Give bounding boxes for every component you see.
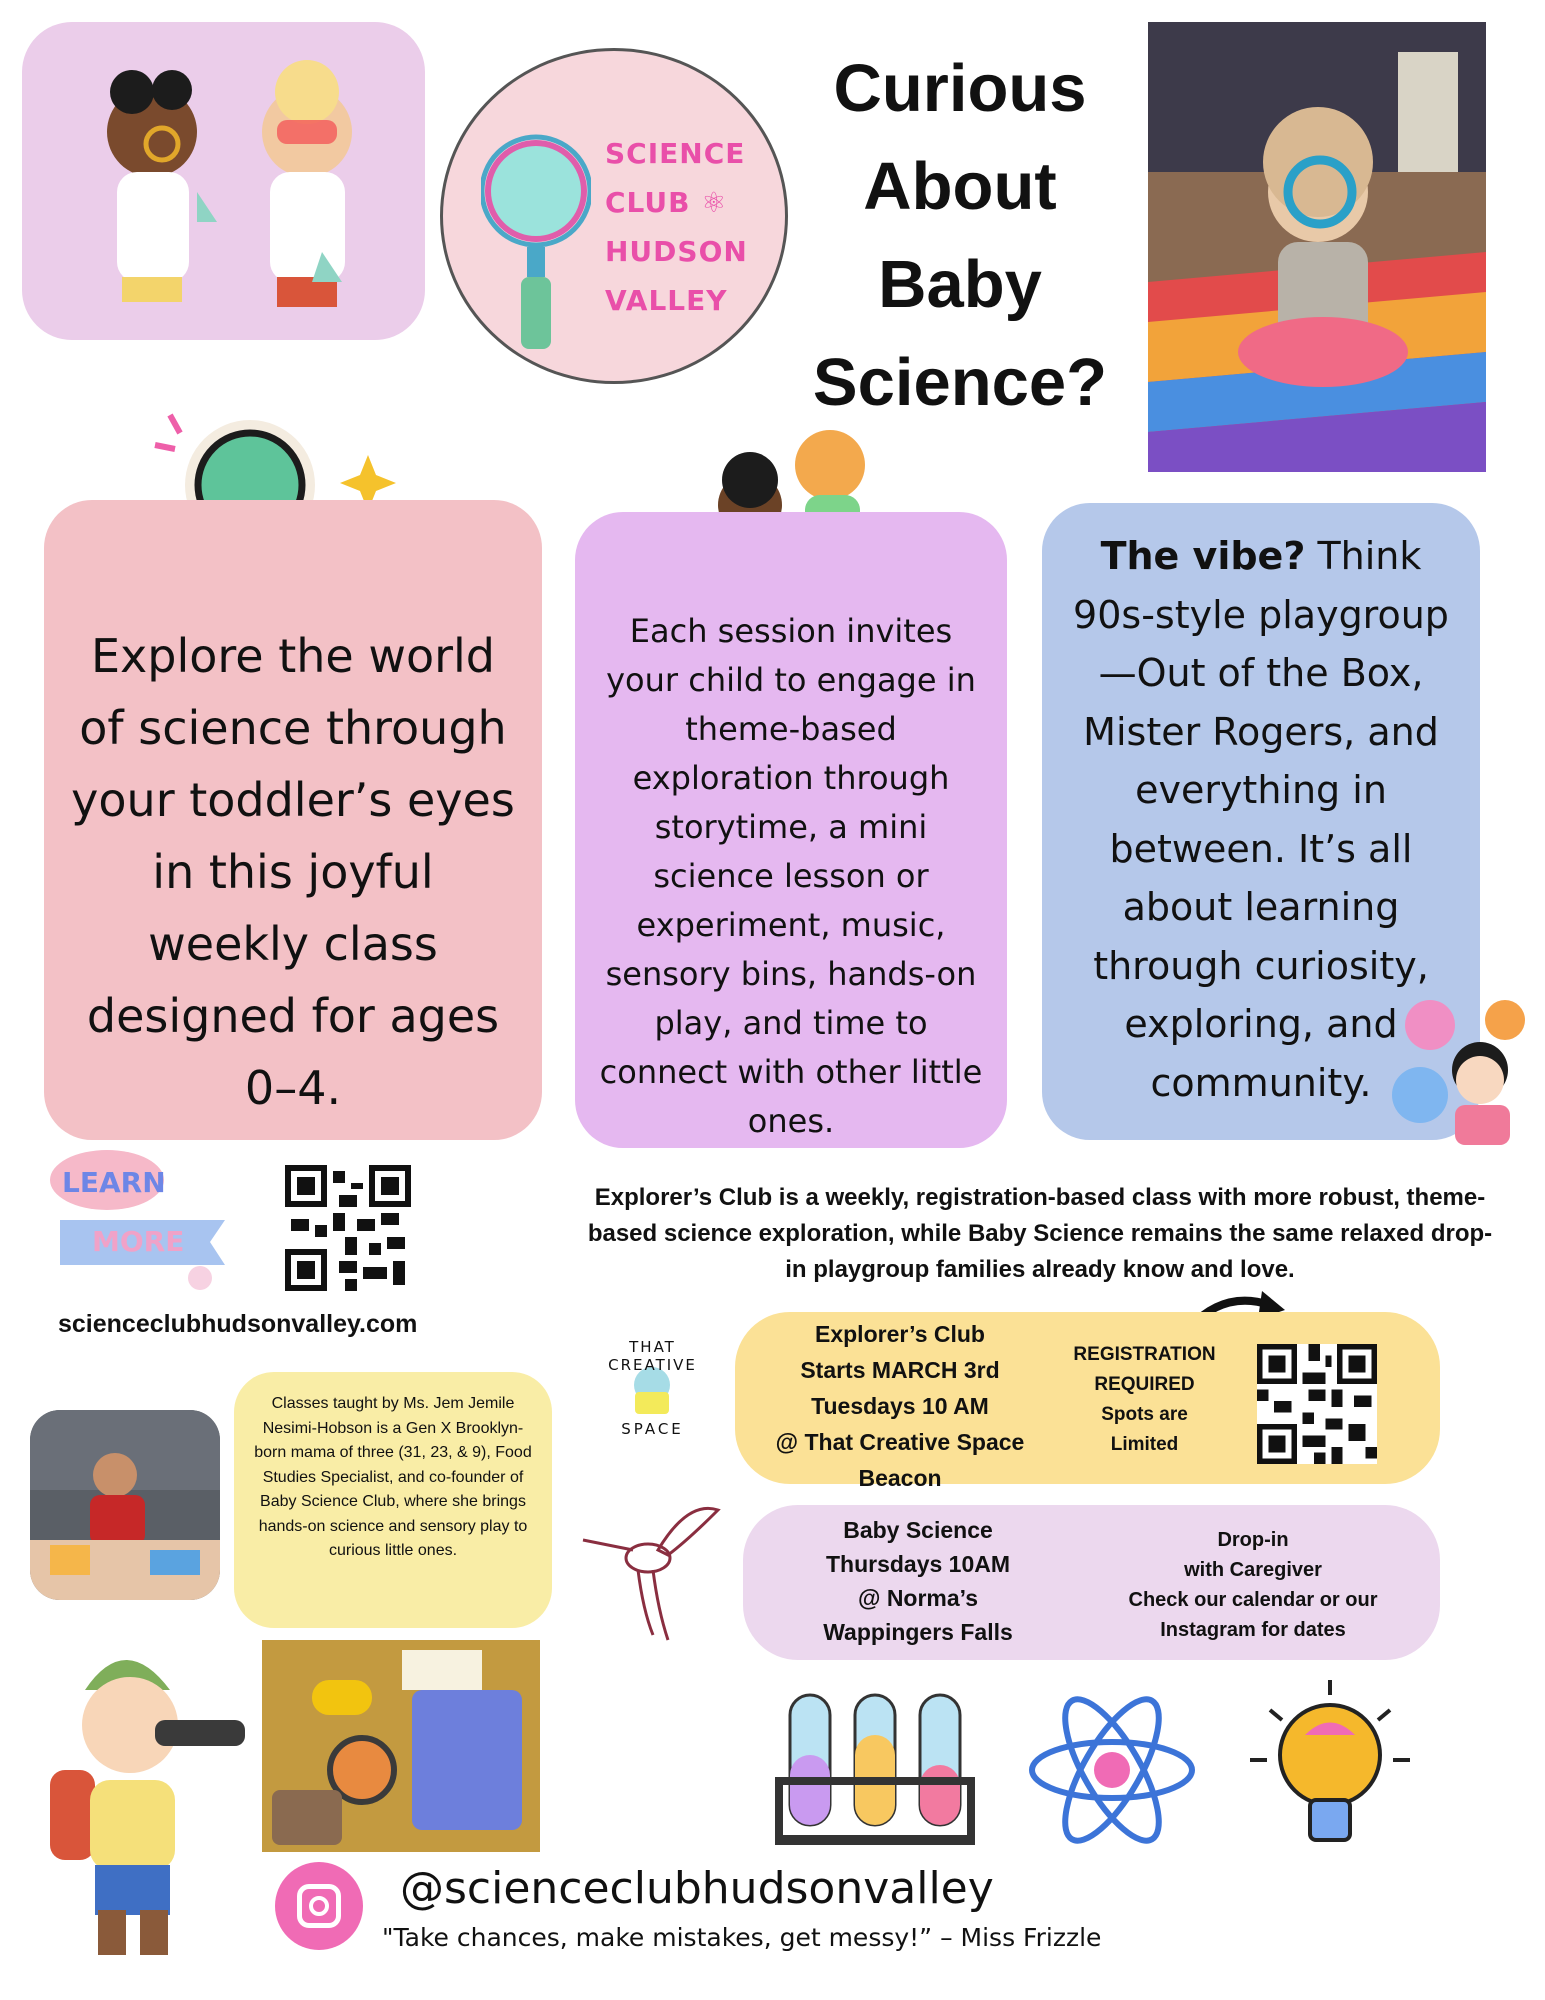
explore-card xyxy=(44,500,542,1140)
that-creative-space-logo xyxy=(585,1320,720,1455)
drop-in-line-1: Drop-in xyxy=(1217,1529,1289,1551)
atom-icon: ⚛ xyxy=(701,186,728,219)
title-line-2: About xyxy=(863,149,1057,224)
explorers-location: @ That Creative Space xyxy=(775,1429,1025,1455)
website-qr-code[interactable] xyxy=(285,1165,411,1291)
explorers-title: Explorer’s Club xyxy=(815,1321,985,1347)
registration-qr-code[interactable] xyxy=(1257,1344,1377,1464)
logo-line-1: SCIENCE xyxy=(605,137,746,170)
logo-line-4: VALLEY xyxy=(605,284,728,317)
session-text: Each session invites your child to engage in theme-based exploration through storytime, a mini science lesson or experiment, music, sensory bins, hands-on play, and time to connect with other little ones. xyxy=(599,612,983,1140)
logo-line-2: CLUB xyxy=(605,186,691,219)
title-line-1: Curious xyxy=(833,51,1087,126)
teacher-photo xyxy=(30,1410,220,1600)
science-club-logo xyxy=(440,48,788,384)
learn-label: LEARN xyxy=(62,1166,166,1199)
explorers-day: Tuesdays 10 AM xyxy=(811,1393,989,1419)
vibe-heading: The vibe? xyxy=(1100,534,1306,578)
kids-illustration-card xyxy=(22,22,425,340)
more-label: MORE xyxy=(92,1225,185,1258)
atom-icon xyxy=(1022,1690,1202,1850)
drop-in-line-2: with Caregiver xyxy=(1184,1559,1322,1581)
lightbulb-icon xyxy=(1245,1670,1415,1870)
registration-line-2: REQUIRED xyxy=(1094,1374,1195,1395)
title-line-4: Science? xyxy=(812,345,1108,420)
website-url[interactable]: scienceclubhudsonvalley.com xyxy=(58,1310,418,1338)
sensory-bin-photo xyxy=(262,1640,540,1852)
child-with-magnifier-photo xyxy=(1148,22,1486,472)
registration-line-4: Limited xyxy=(1110,1434,1179,1455)
bio-card xyxy=(234,1372,552,1628)
explorers-club-box xyxy=(735,1312,1440,1491)
hiker-kid-illustration xyxy=(40,1630,250,1960)
hummingbird-icon xyxy=(578,1500,723,1645)
baby-science-location: @ Norma’s xyxy=(858,1585,978,1611)
explorers-start: Starts MARCH 3rd xyxy=(800,1357,1000,1383)
registration-line-1: REGISTRATION xyxy=(1073,1344,1216,1365)
baby-science-title: Baby Science xyxy=(843,1517,993,1543)
session-card xyxy=(575,512,1007,1148)
registration-line-3: Spots are xyxy=(1101,1404,1188,1425)
baby-science-city: Wappingers Falls xyxy=(823,1619,1013,1645)
frizzle-quote: "Take chances, make mistakes, get messy!” – Miss Frizzle xyxy=(382,1923,1102,1952)
instagram-icon[interactable] xyxy=(275,1862,363,1950)
title-line-3: Baby xyxy=(878,247,1042,322)
explorers-city: Beacon xyxy=(858,1465,942,1491)
magnifier-icon xyxy=(481,131,591,371)
drop-in-line-3: Check our calendar or our xyxy=(1128,1589,1378,1611)
baby-science-box xyxy=(743,1505,1440,1660)
baby-science-day: Thursdays 10AM xyxy=(825,1551,1011,1577)
explore-text: Explore the world of science through your toddler’s eyes in this joyful weekly class designed for ages 0–4. xyxy=(71,629,515,1115)
bio-text: Classes taught by Ms. Jem Jemile Nesimi-Hobson is a Gen X Brooklyn-born mama of three (31, 23, & 9), Food Studies Specialist, and co-founder of Baby Science Club, where she brings hands-on science and sensory play to curious little ones. xyxy=(254,1395,532,1559)
explorers-note: Explorer’s Club is a weekly, registration-based class with more robust, theme-based science exploration, while Baby Science remains the same relaxed drop-in playgroup families already know and love. xyxy=(587,1184,1493,1283)
kids-scientists-illustration xyxy=(22,22,425,340)
vibe-body: Think 90s-style playgroup—Out of the Box, Mister Rogers, and everything in between. It’s all about learning through curiosity, exploring, and community. xyxy=(1073,534,1449,1105)
logo-line-3: HUDSON xyxy=(605,235,748,268)
creative-space-top: THAT CREATIVE xyxy=(608,1338,697,1374)
creative-space-bottom: SPACE xyxy=(621,1420,684,1438)
test-tubes-icon xyxy=(770,1685,990,1855)
girl-binoculars-sticker xyxy=(1385,995,1535,1145)
drop-in-line-4: Instagram for dates xyxy=(1160,1619,1346,1641)
instagram-handle[interactable]: @scienceclubhudsonvalley xyxy=(400,1863,994,1914)
page-title xyxy=(790,40,1130,432)
